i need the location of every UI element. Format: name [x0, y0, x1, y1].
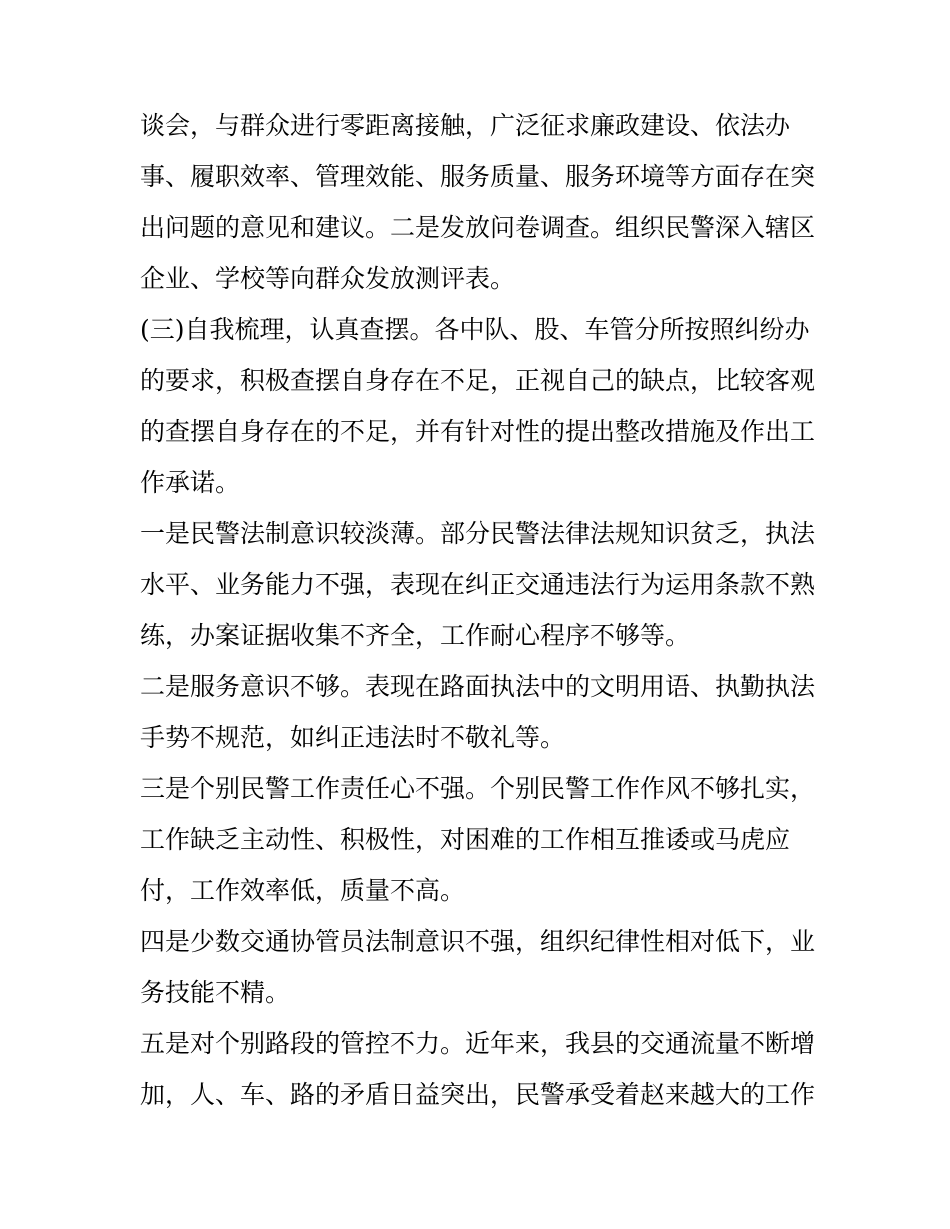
text-line: 工作缺乏主动性、积极性，对困难的工作相互推诿或马虎应 [140, 825, 791, 854]
text-line: 的要求，积极查摆自身存在不足，正视自己的缺点，比较客观 [140, 366, 816, 395]
paragraph-6 [140, 916, 820, 1018]
text-line: (三)自我梳理，认真查摆。各中队、股、车管分所按照纠纷办 [140, 315, 810, 344]
text-line: 二是服务意识不够。表现在路面执法中的文明用语、执勤执法 [140, 672, 816, 701]
text-line: 作承诺。 [140, 468, 241, 497]
text-line: 手势不规范，如纠正违法时不敬礼等。 [140, 723, 566, 752]
text-line: 的查摆自身存在的不足，并有针对性的提出整改措施及作出工 [140, 417, 816, 446]
text-line: 事、履职效率、管理效能、服务质量、服务环境等方面存在突 [140, 162, 816, 191]
paragraph-4 [140, 661, 820, 763]
document-body [140, 100, 820, 1120]
text-line: 五是对个别路段的管控不力。近年来，我县的交通流量不断增 [140, 1029, 816, 1058]
text-line: 一是民警法制意识较淡薄。部分民警法律法规知识贫乏，执法 [140, 519, 816, 548]
text-line: 三是个别民警工作责任心不强。个别民警工作作风不够扎实， [140, 774, 816, 803]
paragraph-2 [140, 304, 820, 508]
text-line: 加，人、车、路的矛盾日益突出，民警承受着赵来越大的工作 [140, 1080, 816, 1109]
text-line: 练，办案证据收集不齐全，工作耐心程序不够等。 [140, 621, 691, 650]
text-line: 谈会，与群众进行零距离接触，广泛征求廉政建设、依法办 [140, 111, 791, 140]
text-line: 水平、业务能力不强，表现在纠正交通违法行为运用条款不熟 [140, 570, 816, 599]
text-line: 四是少数交通协管员法制意识不强，组织纪律性相对低下，业 [140, 927, 816, 956]
text-line: 出问题的意见和建议。二是发放问卷调查。组织民警深入辖区 [140, 213, 816, 242]
paragraph-1 [140, 100, 820, 304]
text-line: 付，工作效率低，质量不高。 [140, 876, 466, 905]
text-line: 企业、学校等向群众发放测评表。 [140, 264, 516, 293]
paragraph-7 [140, 1018, 820, 1120]
paragraph-5 [140, 763, 820, 916]
text-line: 务技能不精。 [140, 978, 291, 1007]
paragraph-3 [140, 508, 820, 661]
